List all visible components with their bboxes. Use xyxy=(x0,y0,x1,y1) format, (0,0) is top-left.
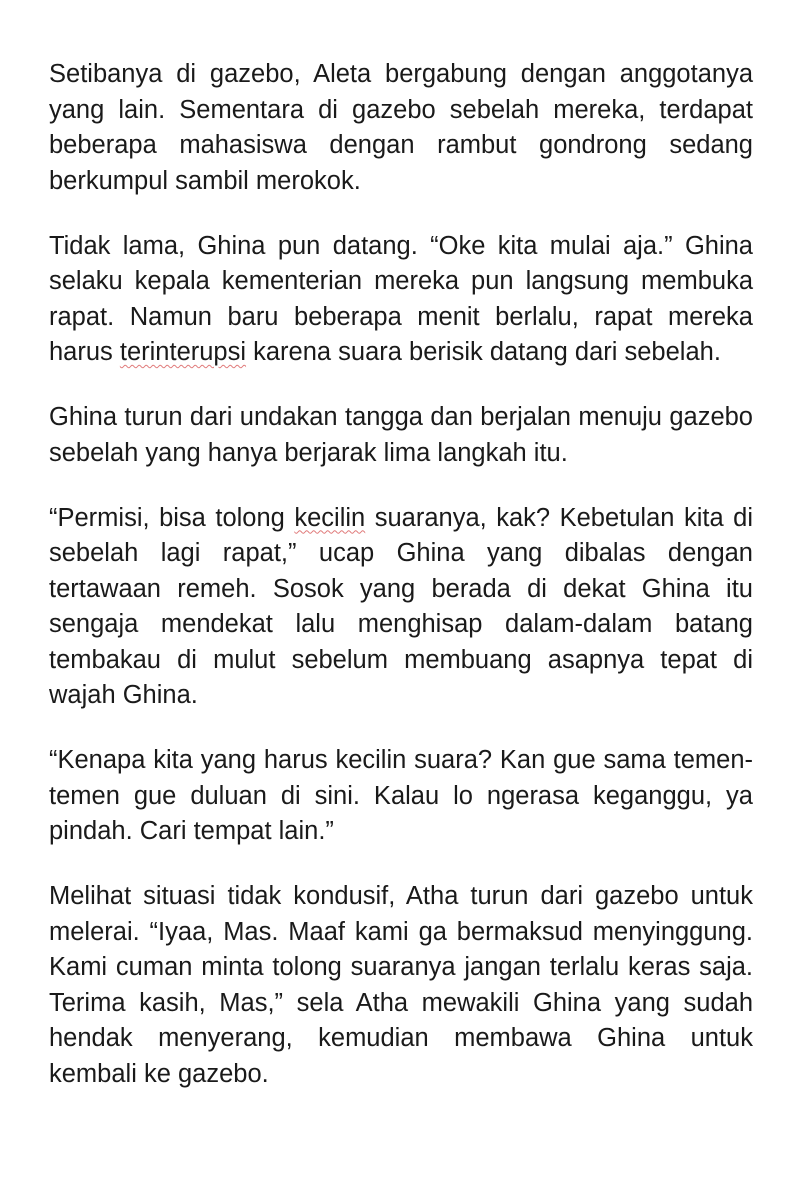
paragraph-4 xyxy=(49,501,753,714)
paragraph-2-text-end: karena suara berisik datang dari sebelah. xyxy=(246,338,721,366)
paragraph-3 xyxy=(49,400,753,471)
paragraph-1-text: Setibanya di gazebo, Aleta bergabung dengan anggotanya yang lain. Sementara di gazebo sebelah mereka, terdapat beberapa mahasiswa dengan rambut gondrong sedang berkumpul sambil merokok. xyxy=(49,60,753,195)
spellcheck-flagged-word[interactable]: terinterupsi xyxy=(119,338,247,366)
paragraph-3-text: Ghina turun dari undakan tangga dan berjalan menuju gazebo sebelah yang hanya berjarak lima langkah itu. xyxy=(49,403,753,467)
spellcheck-flagged-word[interactable]: kecilin xyxy=(294,503,366,532)
paragraph-6 xyxy=(49,879,753,1092)
paragraph-1 xyxy=(49,57,753,199)
paragraph-6-text: Melihat situasi tidak kondusif, Atha turun dari gazebo untuk melerai. “Iyaa, Mas. Maaf kami ga bermaksud menyinggung. Kami cuman minta tolong suaranya jangan terlalu keras saja. Terima kasih, Mas,” sela Atha mewakili Ghina yang sudah hendak menyerang, kemudian membawa Ghina untuk kembali ke gazebo. xyxy=(49,882,753,1088)
paragraph-2-text-start: Tidak lama, Ghina pun datang. “Oke kita mulai aja.” Ghina selaku kepala kementerian mereka pun langsung membuka rapat. Namun baru beberapa menit berlalu, rapat mereka harus xyxy=(49,231,753,366)
paragraph-5 xyxy=(49,743,753,850)
paragraph-4-text-start: “Permisi, bisa tolong xyxy=(49,503,295,532)
paragraph-5-text: “Kenapa kita yang harus kecilin suara? Kan gue sama temen-temen gue duluan di sini. Kalau lo ngerasa keganggu, ya pindah. Cari tempat lain.” xyxy=(49,746,753,845)
paragraph-2 xyxy=(49,229,753,371)
paragraph-4-text-end: suaranya, kak? Kebetulan kita di sebelah lagi rapat,” ucap Ghina yang dibalas dengan tertawaan remeh. Sosok yang berada di dekat Ghina itu sengaja mendekat lalu menghisap dalam-dalam batang tembakau di mulut sebelum membuang asapnya tepat di wajah Ghina. xyxy=(49,503,753,709)
